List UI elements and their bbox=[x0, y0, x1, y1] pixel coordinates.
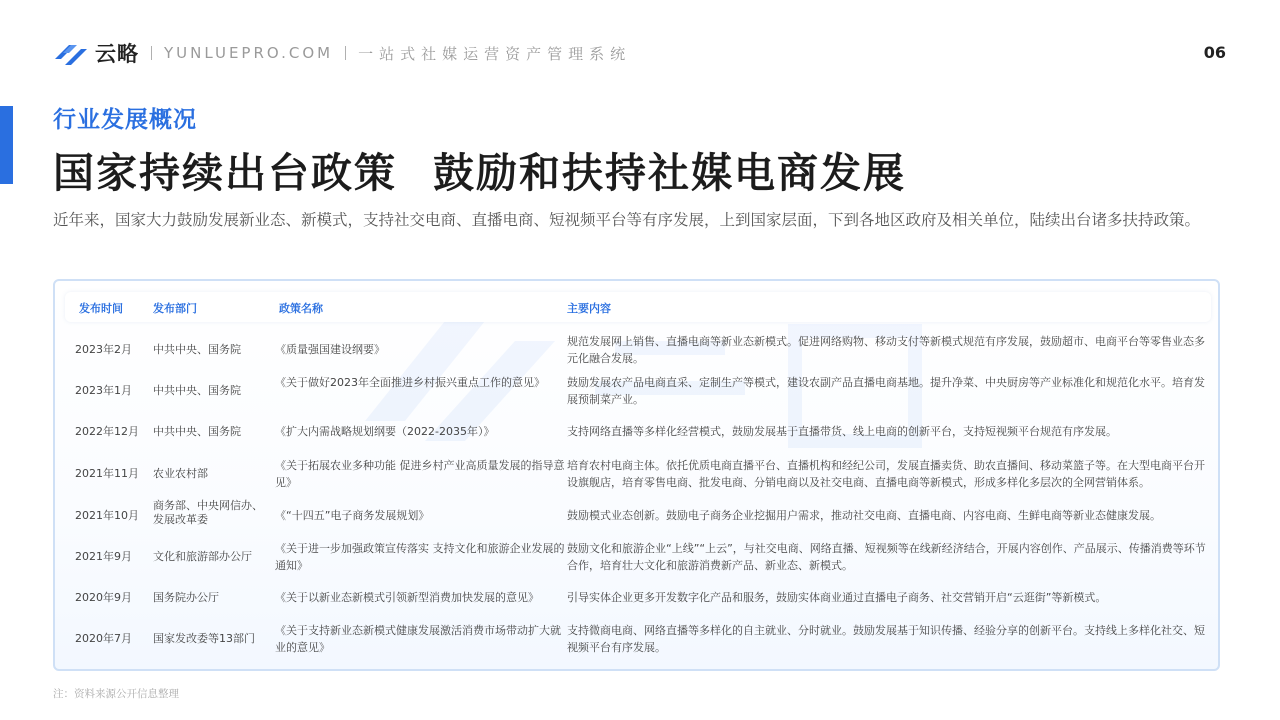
title-part-2: 鼓励和扶持社媒电商发展 bbox=[433, 149, 906, 197]
site-url: YUNLUEPRO.COM bbox=[164, 44, 334, 62]
row-name: 《关于拓展农业多种功能 促进乡村产业高质量发展的指导意见》 bbox=[275, 459, 565, 489]
table-header bbox=[65, 292, 1211, 322]
header-date: 发布时间 bbox=[79, 302, 123, 315]
row-dept: 文化和旅游部办公厅 bbox=[153, 550, 252, 563]
row-content: 支持网络直播等多样化经营模式，鼓励发展基于直播带货、线上电商的创新平台，支持短视频平台规范有序发展。 bbox=[567, 425, 1117, 438]
row-date: 2020年7月 bbox=[75, 632, 132, 645]
row-name: 《关于支持新业态新模式健康发展激活消费市场带动扩大就业的意见》 bbox=[275, 624, 561, 654]
row-dept: 中共中央、国务院 bbox=[153, 343, 241, 356]
title-part-1: 国家持续出台政策 bbox=[53, 149, 397, 197]
row-name: 《扩大内需战略规划纲要（2022-2035年）》 bbox=[275, 425, 495, 438]
row-date: 2023年1月 bbox=[75, 384, 132, 397]
row-content: 培育农村电商主体。依托优质电商直播平台、直播机构和经纪公司，发展直播卖货、助农直播间、移动菜篮子等。在大型电商平台开设旗舰店，培育零售电商、批发电商、分销电商以及社交电商、直播电商等新模式，形成多样化多层次的全网营销体系。 bbox=[567, 459, 1205, 489]
accent-bar bbox=[0, 106, 13, 184]
row-date: 2021年11月 bbox=[75, 467, 139, 480]
row-content: 鼓励发展农产品电商直采、定制生产等模式，建设农副产品直播电商基地。提升净菜、中央厨房等产业标准化和规范化水平。培育发展预制菜产业。 bbox=[567, 376, 1205, 406]
row-date: 2020年9月 bbox=[75, 591, 132, 604]
slogan: 一站式社媒运营资产管理系统 bbox=[358, 44, 632, 63]
row-name: 《关于进一步加强政策宣传落实 支持文化和旅游企业发展的通知》 bbox=[275, 542, 565, 572]
row-name: 《质量强国建设纲要》 bbox=[275, 343, 385, 356]
row-name: 《关于做好2023年全面推进乡村振兴重点工作的意见》 bbox=[275, 376, 545, 389]
page-title bbox=[53, 140, 906, 199]
row-dept: 国家发改委等13部门 bbox=[153, 632, 255, 645]
intro-paragraph: 近年来，国家大力鼓励发展新业态、新模式，支持社交电商、直播电商、短视频平台等有序发展，上到国家层面，下到各地区政府及相关单位，陆续出台诸多扶持政策。 bbox=[53, 211, 1201, 229]
header-name: 政策名称 bbox=[279, 302, 323, 315]
header bbox=[53, 38, 631, 68]
row-name: 《关于以新业态新模式引领新型消费加快发展的意见》 bbox=[275, 591, 539, 604]
row-date: 2021年10月 bbox=[75, 509, 139, 522]
source-note: 注：资料来源公开信息整理 bbox=[53, 688, 179, 700]
row-content: 支持微商电商、网络直播等多样化的自主就业、分时就业。鼓励发展基于知识传播、经验分享的创新平台。支持线上多样化社交、短视频平台有序发展。 bbox=[567, 624, 1205, 654]
header-divider bbox=[151, 46, 152, 60]
header-dept: 发布部门 bbox=[153, 302, 197, 315]
logo-text: 云略 bbox=[95, 42, 139, 66]
section-subtitle: 行业发展概况 bbox=[53, 107, 197, 133]
row-dept: 商务部、中央网信办、发展改革委 bbox=[153, 499, 263, 526]
row-content: 规范发展网上销售、直播电商等新业态新模式。促进网络购物、移动支付等新模式规范有序发展，鼓励超市、电商平台等零售业态多元化融合发展。 bbox=[567, 335, 1205, 365]
row-content: 鼓励文化和旅游企业“上线”“上云”，与社交电商、网络直播、短视频等在线新经济结合，开展内容创作、产品展示、传播消费等环节合作，培育壮大文化和旅游消费新产品、新业态、新模式。 bbox=[567, 542, 1206, 572]
row-content: 鼓励模式业态创新。鼓励电子商务企业挖掘用户需求，推动社交电商、直播电商、内容电商、生鲜电商等新业态健康发展。 bbox=[567, 509, 1161, 522]
row-content: 引导实体企业更多开发数字化产品和服务，鼓励实体商业通过直播电子商务、社交营销开启“云逛街”等新模式。 bbox=[567, 591, 1107, 604]
page-number: 06 bbox=[1203, 43, 1226, 62]
row-dept: 国务院办公厅 bbox=[153, 591, 219, 604]
row-date: 2022年12月 bbox=[75, 425, 139, 438]
row-name: 《“十四五”电子商务发展规划》 bbox=[275, 509, 430, 522]
row-date: 2023年2月 bbox=[75, 343, 132, 356]
header-content: 主要内容 bbox=[567, 302, 611, 315]
row-dept: 中共中央、国务院 bbox=[153, 425, 241, 438]
policy-table bbox=[53, 279, 1220, 671]
row-date: 2021年9月 bbox=[75, 550, 132, 563]
header-divider bbox=[345, 46, 346, 60]
row-dept: 农业农村部 bbox=[153, 467, 208, 480]
row-dept: 中共中央、国务院 bbox=[153, 384, 241, 397]
yunlue-logo-icon bbox=[53, 39, 89, 67]
